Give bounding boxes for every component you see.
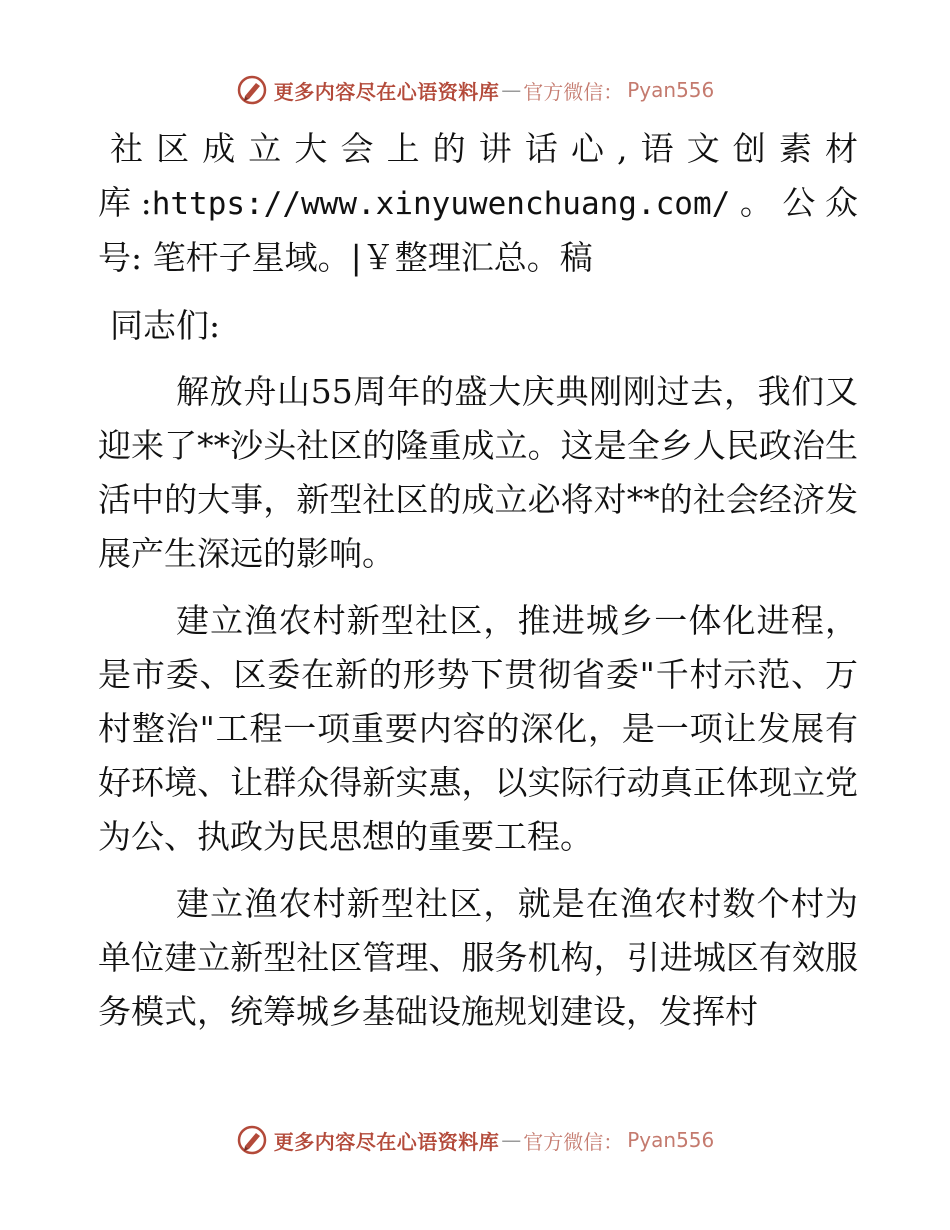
footer-banner-text: 更多内容尽在心语资料库 [273,1129,500,1154]
footer-banner-id: Pyan556 [627,1128,715,1152]
footer-banner-dash: — [501,1128,522,1152]
title-url: https://www.xinyuwenchuang.com/ [151,186,731,222]
header-banner-id: Pyan556 [627,78,715,102]
paragraph: 解放舟山55周年的盛大庆典刚刚过去，我们又迎来了**沙头社区的隆重成立。这是全乡人民政治生活中的大事，新型社区的成立必将对**的社会经济发展产生深远的影响。 [98,372,858,573]
header-banner [0,70,950,110]
header-banner-text: 更多内容尽在心语资料库 [273,79,500,104]
paragraph: 建立渔农村新型社区，推进城乡一体化进程，是市委、区委在新的形势下贯彻省委"千村示范、万村整治"工程一项重要内容的深化，是一项让发展有好环境、让群众得新实惠，以实际行动真正体现立党为公、执政为民思想的重要工程。 [98,601,858,856]
paragraph: 建立渔农村新型社区，就是在渔农村数个村为单位建立新型社区管理、服务机构，引进城区有效服务模式，统筹城乡基础设施规划建设，发挥村 [98,884,858,1031]
salutation: 同志们: [110,306,221,345]
footer-banner-sub: 官方微信： [523,1129,624,1154]
pen-logo-icon [236,1124,268,1156]
title-part2: 。公众号: 笔杆子星域。|￥整理汇总。稿 [98,183,859,277]
document-body [98,122,858,1052]
header-banner-dash: — [501,78,522,102]
header-banner-sub: 官方微信： [523,79,624,104]
title-part1: 社区成立大会上的讲话心,语文创素材库: [98,129,858,222]
pen-logo-icon [236,74,268,106]
footer-banner [0,1120,950,1160]
document-title [98,122,858,285]
